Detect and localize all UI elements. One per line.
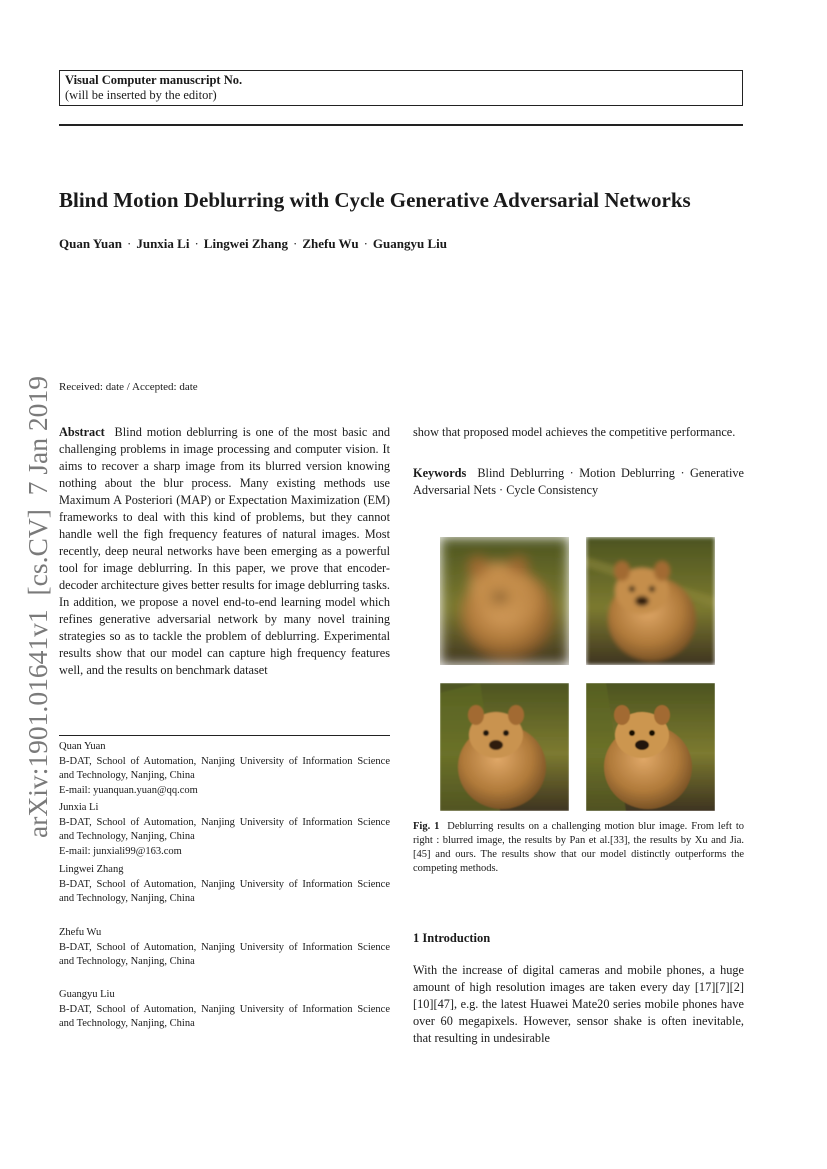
author: Lingwei Zhang <box>203 236 288 251</box>
panel-pan-et-al-result <box>586 537 715 665</box>
affiliation-name: Junxia Li <box>59 802 99 813</box>
affiliation-block <box>59 863 390 907</box>
author: Junxia Li <box>136 236 190 251</box>
keywords-label: Keywords <box>413 466 467 480</box>
figure-caption <box>413 820 744 876</box>
abstract-text: Blind motion deblurring is one of the most basic and challenging problems in image processing and computer vision. It aims to recover a sharp image from its blurred version knowing nothing about the blur process. Many existing methods use Maximum A Posteriori (MAP) or Expectation Maximization (EM) frameworks to deal with this kind of problems, but they cannot handle well the figh frequency features of natural images. Most recently, deep neural networks have been emerging as a powerful tool for image deblurring. In this paper, we prove that encoder-decoder architecture gives better results for image deblurring tasks. In addition, we propose a novel end-to-end learning model which refines generative adversarial network by many novel training strategies so as to tackle the problem of deblurring. Experimental results show that our model can capture high frequency features well, and the results on benchmark dataset <box>59 425 390 677</box>
section-heading: 1 Introduction <box>413 931 491 945</box>
affiliation-org: B-DAT, School of Automation, Nanjing University of Information Science and Technology, Nanjing, China <box>59 1003 390 1029</box>
panel-blurred-image <box>440 537 569 665</box>
panel-our-result <box>586 683 715 811</box>
author-list <box>59 236 447 252</box>
author-separator: · <box>127 236 132 251</box>
figure-caption-text: Deblurring results on a challenging motion blur image. From left to right : blurred image, the results by Pan et al.[33], the results by Xu and Jia. [45] and ours. The results show that our model distinctly outperforms the competing methods. <box>413 821 744 874</box>
arxiv-stamp-text: arXiv:1901.01641v1 [cs.CV] 7 Jan 2019 <box>23 385 53 838</box>
arxiv-stamp <box>15 374 55 840</box>
affiliation-name: Lingwei Zhang <box>59 864 124 875</box>
editor-line: (will be inserted by the editor) <box>65 88 217 102</box>
manuscript-line: Visual Computer manuscript No. <box>65 73 243 87</box>
affiliation-org: B-DAT, School of Automation, Nanjing University of Information Science and Technology, Nanjing, China <box>59 816 390 842</box>
author: Guangyu Liu <box>372 236 447 251</box>
received-date: Received: date / Accepted: date <box>59 381 198 393</box>
affiliation-org: B-DAT, School of Automation, Nanjing University of Information Science and Technology, Nanjing, China <box>59 755 390 781</box>
keywords <box>413 465 744 499</box>
affiliation-name: Zhefu Wu <box>59 927 102 938</box>
author-separator: · <box>363 236 368 251</box>
arxiv-stamp-svg <box>15 374 55 840</box>
editor-box <box>59 70 743 106</box>
affiliation-block <box>59 926 390 970</box>
footnote-rule <box>59 735 390 736</box>
affiliation-org: B-DAT, School of Automation, Nanjing University of Information Science and Technology, Nanjing, China <box>59 941 390 967</box>
affiliation-block <box>59 740 390 798</box>
abstract-left <box>59 424 390 679</box>
figure-1 <box>440 537 716 812</box>
affiliation-block <box>59 988 390 1032</box>
affiliation-email: E-mail: yuanquan.yuan@qq.com <box>59 784 198 796</box>
author-separator: · <box>194 236 199 251</box>
figure-label: Fig. 1 <box>413 821 440 832</box>
affiliation-name: Quan Yuan <box>59 741 106 752</box>
section-text: With the increase of digital cameras and mobile phones, a huge amount of high resolution images are taken every day [17][7][2][10][47], e.g. the latest Huawei Mate20 series mobile phones have over 60 megapixels. However, sensor shake is often inevitable, that resulting in undesirable <box>413 963 744 1045</box>
panel-xu-and-jia-result <box>440 683 569 811</box>
abstract-right: show that proposed model achieves the competitive performance. <box>413 425 736 439</box>
affiliation-name: Guangyu Liu <box>59 989 115 1000</box>
affiliation-block <box>59 801 390 859</box>
header-rule <box>59 124 743 126</box>
affiliation-email: E-mail: junxiali99@163.com <box>59 845 182 857</box>
author: Zhefu Wu <box>302 236 359 251</box>
abstract-label: Abstract <box>59 425 105 439</box>
author: Quan Yuan <box>59 236 122 251</box>
affiliation-org: B-DAT, School of Automation, Nanjing University of Information Science and Technology, Nanjing, China <box>59 878 390 904</box>
keywords-text: Blind Deblurring · Motion Deblurring · Generative Adversarial Nets · Cycle Consistency <box>413 466 744 497</box>
paper-title: Blind Motion Deblurring with Cycle Generative Adversarial Networks <box>59 188 691 212</box>
author-separator: · <box>292 236 298 251</box>
